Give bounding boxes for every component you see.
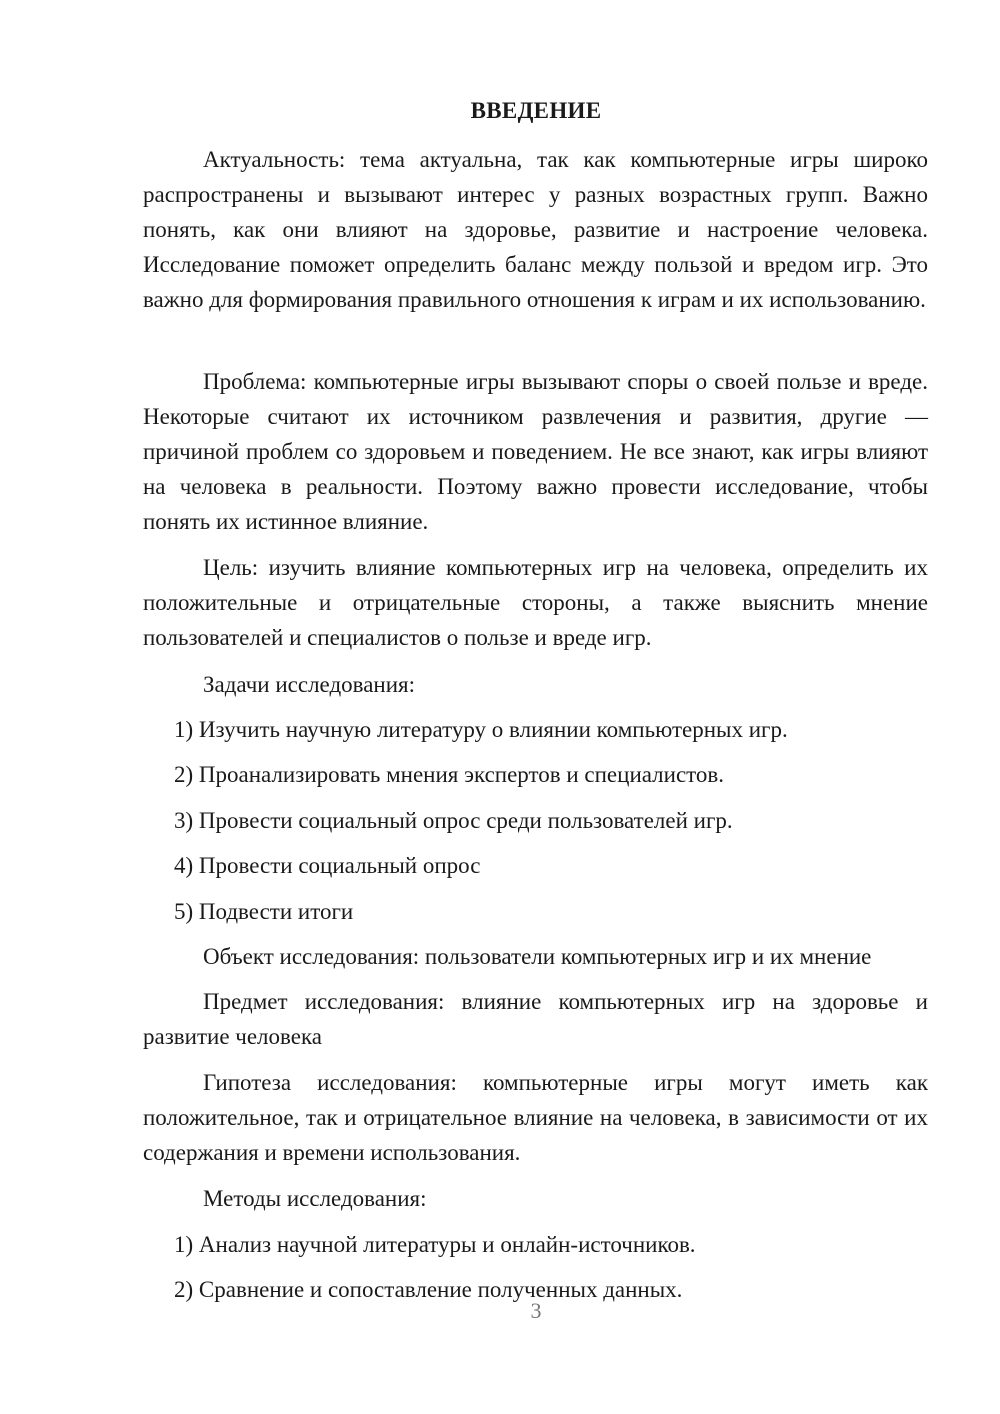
- list-item: 5) Подвести итоги: [174, 899, 354, 924]
- list-item: 2) Сравнение и сопоставление полученных данных.: [174, 1277, 683, 1302]
- page-number: 3: [530, 1298, 542, 1323]
- hypothesis-paragraph: Гипотеза исследования: компьютерные игры могут иметь как положительное, так и отрицательное влияние на человека, в зависимости от их содержания и времени использования.: [143, 1070, 928, 1165]
- tasks-heading: Задачи исследования:: [203, 672, 416, 697]
- relevance-paragraph: Актуальность: тема актуальна, так как компьютерные игры широко распространены и вызывают интерес у разных возрастных групп. Важно понять, как они влияют на здоровье, развитие и настроение человека. Исследование поможет определить баланс между пользой и вредом игр. Это важно для формирования правильного отношения к играм и их использованию.: [143, 147, 928, 312]
- subject-paragraph: Предмет исследования: влияние компьютерных игр на здоровье и развитие человека: [143, 989, 928, 1049]
- document-body: [143, 0, 928, 1414]
- methods-heading: Методы исследования:: [203, 1186, 427, 1211]
- problem-paragraph: Проблема: компьютерные игры вызывают споры о своей пользе и вреде. Некоторые считают их источником развлечения и развития, другие — причиной проблем со здоровьем и поведением. Не все знают, как игры влияют на человека в реальности. Поэтому важно провести исследование, чтобы понять их истинное влияние.: [143, 369, 928, 534]
- list-item: 1) Анализ научной литературы и онлайн-источников.: [174, 1232, 696, 1257]
- list-item: 3) Провести социальный опрос среди пользователей игр.: [174, 808, 733, 833]
- goal-paragraph: Цель: изучить влияние компьютерных игр на человека, определить их положительные и отрицательные стороны, а также выяснить мнение пользователей и специалистов о пользе и вреде игр.: [143, 555, 928, 650]
- page-title: ВВЕДЕНИЕ: [470, 98, 602, 123]
- list-item: 1) Изучить научную литературу о влиянии компьютерных игр.: [174, 717, 788, 742]
- object-paragraph: Объект исследования: пользователи компьютерных игр и их мнение: [203, 944, 872, 969]
- list-item: 4) Провести социальный опрос: [174, 853, 481, 878]
- list-item: 2) Проанализировать мнения экспертов и специалистов.: [174, 762, 725, 787]
